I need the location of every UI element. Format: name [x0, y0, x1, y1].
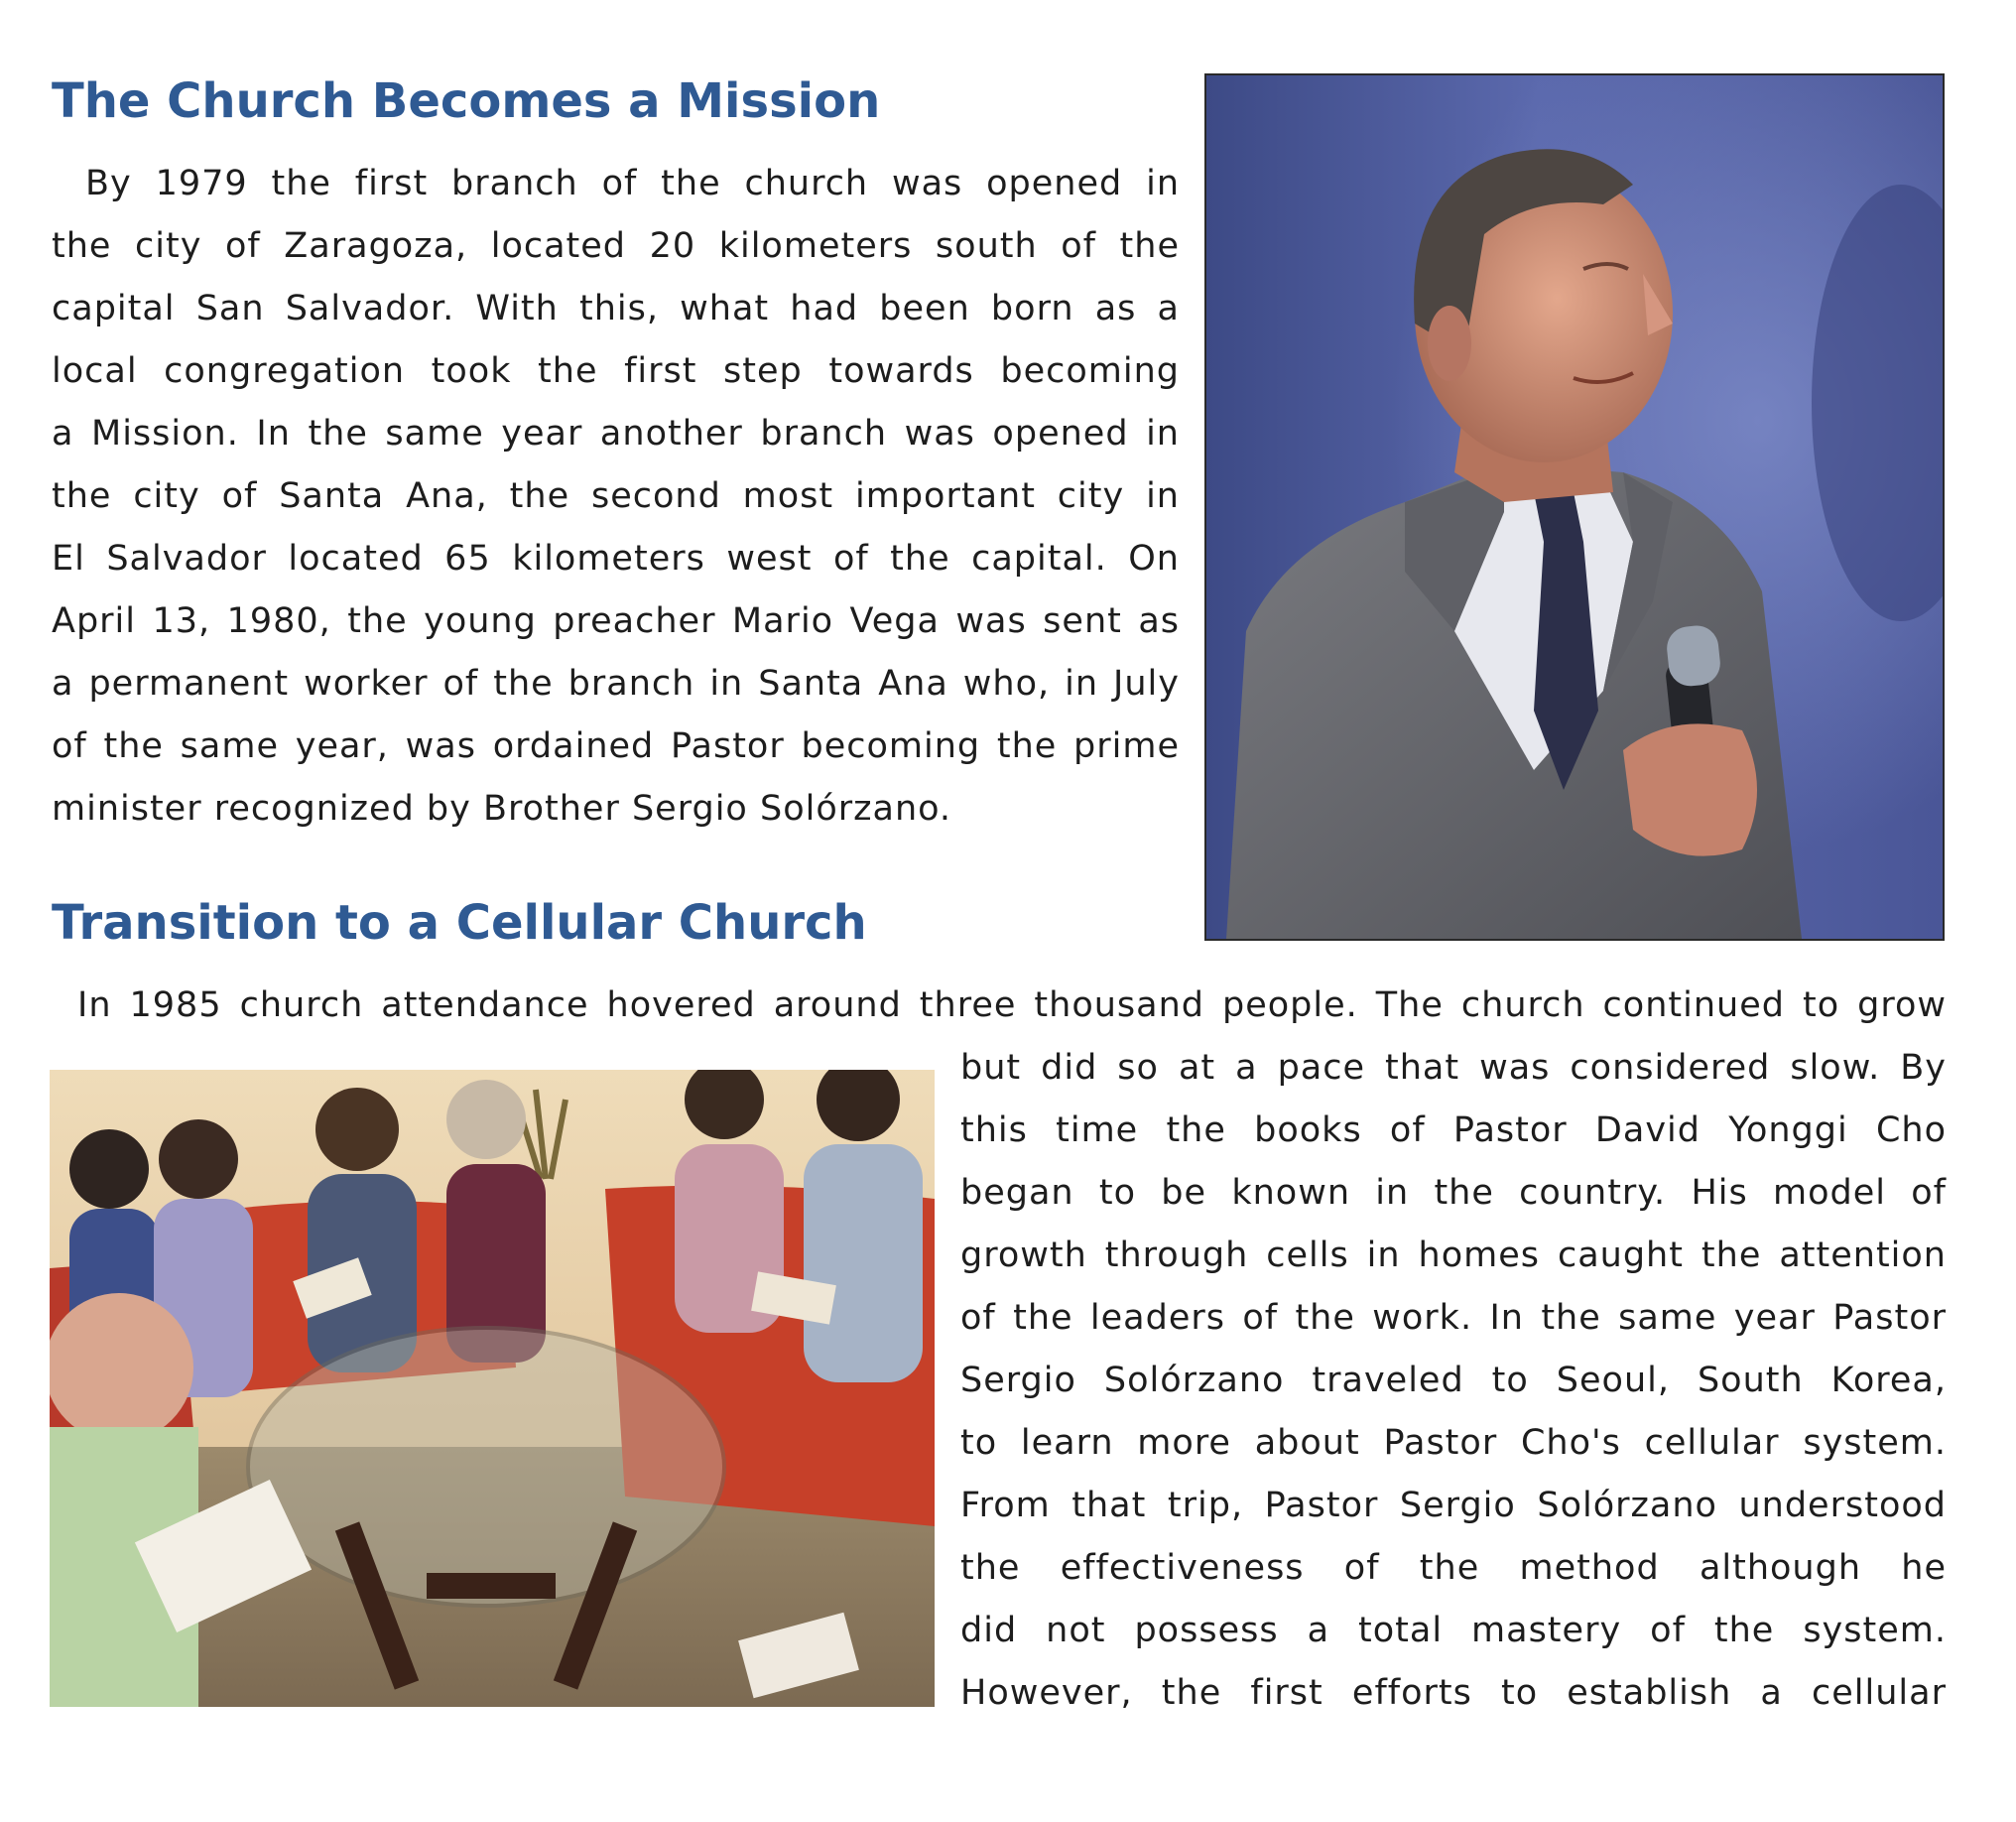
text-line: of the same year, was ordained Pastor becoming the prime	[52, 726, 1180, 766]
text-line: this time the books of Pastor David Yonggi Cho	[960, 1110, 1947, 1150]
text-line: By 1979 the first branch of the church was opened in	[85, 164, 1180, 203]
text-line: did not possess a total mastery of the system.	[960, 1611, 1947, 1650]
text-line: the city of Santa Ana, the second most important city in	[52, 476, 1180, 516]
text-line: began to be known in the country. His model of	[960, 1173, 1947, 1213]
cell-group-photo	[50, 1070, 935, 1707]
paragraph-cellular-lead	[52, 975, 1947, 1037]
text-line: of the leaders of the work. In the same year Pastor	[960, 1298, 1947, 1338]
text-line: local congregation took the first step towards becoming	[52, 351, 1180, 391]
text-line: but did so at a pace that was considered slow. By	[960, 1048, 1947, 1088]
text-line: Sergio Solórzano traveled to Seoul, South Korea,	[960, 1361, 1947, 1400]
text-line: However, the first efforts to establish a cellular	[960, 1673, 1947, 1713]
text-line: El Salvador located 65 kilometers west of the capital. On	[52, 539, 1180, 579]
text-line: a permanent worker of the branch in Santa Ana who, in July	[52, 664, 1180, 704]
text-line: the city of Zaragoza, located 20 kilometers south of the	[52, 226, 1180, 266]
text-line: From that trip, Pastor Sergio Solórzano understood	[960, 1486, 1947, 1525]
paragraph-cellular	[960, 1037, 1947, 1725]
paragraph-mission	[52, 153, 1180, 841]
text-line: capital San Salvador. With this, what had been born as a	[52, 289, 1180, 328]
text-line: April 13, 1980, the young preacher Mario Vega was sent as	[52, 601, 1180, 641]
text-line: to learn more about Pastor Cho's cellular system.	[960, 1423, 1947, 1463]
text-line: minister recognized by Brother Sergio Solórzano.	[52, 789, 952, 829]
section-heading-mission: The Church Becomes a Mission	[52, 73, 881, 129]
text-line: the effectiveness of the method although he	[960, 1548, 1947, 1588]
text-line: a Mission. In the same year another branch was opened in	[52, 414, 1180, 454]
pastor-portrait-photo	[1204, 73, 1945, 941]
text-line: growth through cells in homes caught the attention	[960, 1236, 1947, 1275]
section-heading-cellular: Transition to a Cellular Church	[52, 895, 867, 951]
text-line: In 1985 church attendance hovered around three thousand people. The church continued to grow	[77, 985, 1947, 1025]
